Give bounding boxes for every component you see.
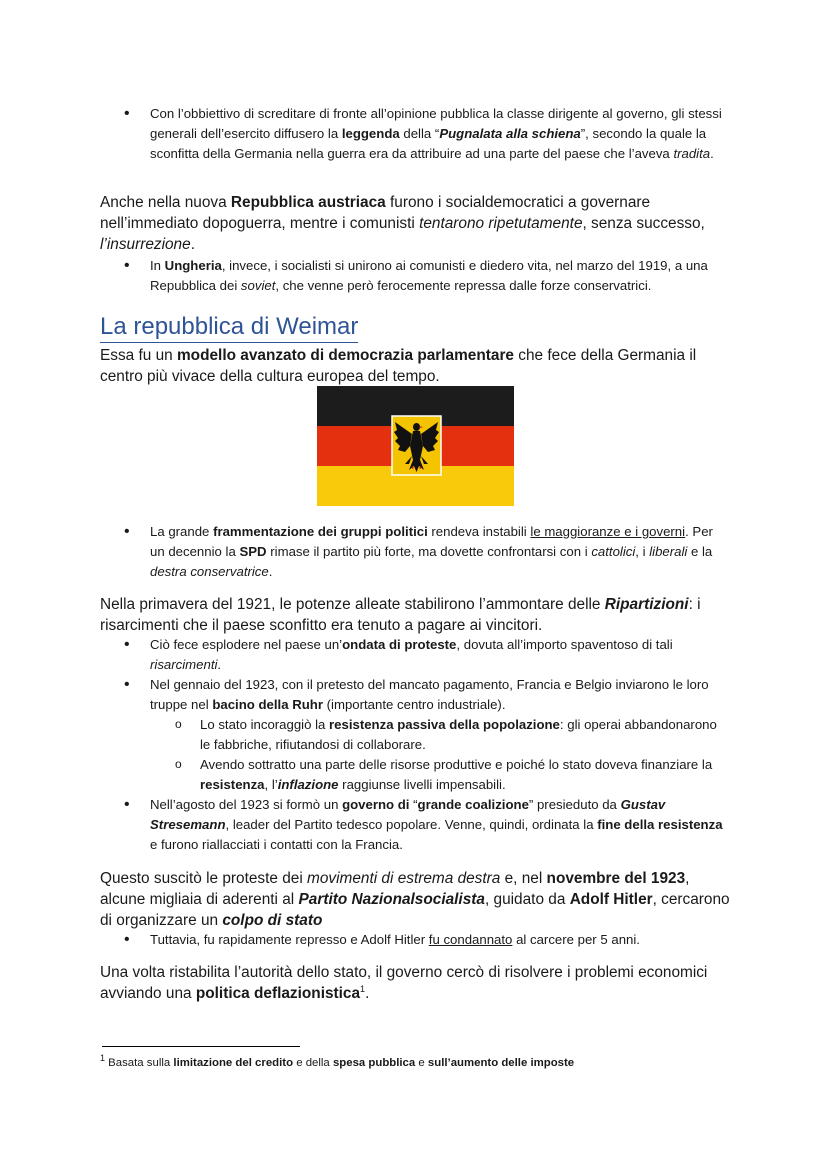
text: . — [710, 146, 714, 161]
section-heading: La repubblica di Weimar — [100, 312, 358, 343]
text: Essa fu un — [100, 347, 177, 364]
text: Nell’agosto del 1923 si formò un — [150, 797, 343, 812]
italic-text: tradita — [673, 146, 711, 161]
bold-text: Ungheria — [164, 258, 222, 273]
bold-text: spesa pubblica — [332, 1057, 416, 1069]
text: , senza successo, — [582, 215, 705, 232]
bold-italic-text: Pugnalata alla schiena — [439, 126, 581, 141]
bullet-ungheria — [100, 256, 730, 296]
bold-text: frammentazione dei gruppi politici — [213, 524, 428, 539]
bold-text: ondata di proteste — [342, 637, 457, 652]
italic-text: cattolici — [591, 544, 636, 559]
text: e la — [687, 544, 713, 559]
text: . — [268, 564, 273, 579]
bold-text: grande coalizione — [417, 797, 529, 812]
bold-text: bacino della Ruhr — [212, 697, 323, 712]
italic-text: movimenti di estrema destra — [307, 870, 501, 887]
text: (importante centro industriale). — [322, 697, 506, 712]
text: rimase il partito più forte, ma dovette confrontarsi con i — [266, 544, 592, 559]
bold-italic-text: colpo di stato — [222, 912, 323, 929]
text: ” presieduto da — [528, 797, 621, 812]
bold-text: resistenza passiva della popolazione — [329, 717, 560, 732]
bullet-proteste — [100, 635, 730, 675]
text: . — [217, 657, 222, 672]
bold-text: sull’aumento delle imposte — [427, 1057, 575, 1069]
italic-text: l’insurrezione — [100, 236, 191, 253]
text: Una volta ristabilita l’autorità dello stato, il governo cercò di risolvere i problemi economici avviando una — [100, 964, 708, 1002]
bold-text: limitazione del credito — [173, 1057, 294, 1069]
bold-text: Adolf Hitler — [569, 891, 653, 908]
text: . — [190, 236, 195, 253]
text: che fece della Germania il centro più vivace della cultura europea del tempo. — [100, 347, 697, 385]
bold-text: Repubblica austriaca — [230, 194, 386, 211]
text: e — [415, 1057, 428, 1069]
text: , alcune migliaia di aderenti al — [100, 870, 690, 908]
text: Avendo sottratto una parte delle risorse produttive e poiché lo stato doveva finanziare la — [200, 757, 713, 772]
bold-italic-text: Partito Nazionalsocialista — [298, 891, 485, 908]
text: La grande — [150, 524, 214, 539]
bullet-frammentazione — [100, 522, 730, 582]
bold-text: leggenda — [341, 126, 400, 141]
footnote-marker[interactable]: 1 — [360, 983, 366, 994]
text: , invece, i socialisti si unirono ai comunisti e diedero vita, nel marzo del 1919, a una Repubblica dei — [150, 258, 708, 293]
text: Basata sulla — [105, 1057, 174, 1069]
underlined-text: le maggioranze e i governi — [530, 524, 686, 539]
bold-text: fine della resistenza — [597, 817, 723, 832]
text: Nella primavera del 1921, le potenze alleate stabilirono l’ammontare delle — [100, 596, 605, 613]
text: . Per un decennio la — [150, 524, 713, 559]
bold-text: resistenza — [200, 777, 265, 792]
text: : gli operai abbandonarono le fabbriche, rifiutandosi di collaborare. — [200, 717, 717, 752]
text: al carcere per 5 anni. — [512, 932, 640, 947]
bold-text: modello avanzato di democrazia parlamentare — [177, 347, 514, 364]
bullet-stresemann — [100, 795, 730, 855]
footnote-separator — [102, 1046, 300, 1047]
italic-text: soviet — [240, 278, 276, 293]
bold-text: politica deflazionistica — [195, 985, 361, 1002]
text: . — [365, 985, 370, 1002]
sub-bullet-inflazione — [100, 755, 730, 795]
paragraph-ripartizioni — [100, 594, 730, 636]
text: Lo stato incoraggiò la — [200, 717, 330, 732]
italic-text: liberali — [649, 544, 688, 559]
italic-text: tentarono ripetutamente — [419, 215, 583, 232]
text: Ciò fece esplodere nel paese un’ — [150, 637, 343, 652]
text: Questo suscitò le proteste dei — [100, 870, 308, 887]
underlined-text: fu condannato — [428, 932, 513, 947]
bullet-list-4 — [100, 635, 730, 855]
bold-italic-text: Ripartizioni — [604, 596, 689, 613]
text: e, nel — [500, 870, 547, 887]
paragraph-austria — [100, 192, 730, 255]
bullet-list-3 — [100, 522, 730, 582]
text: , i — [635, 544, 650, 559]
text: furono i socialdemocratici a governare nell’immediato dopoguerra, mentre i comunisti — [100, 194, 651, 232]
text: della “ — [399, 126, 440, 141]
text: , che venne però ferocemente repressa dalle forze conservatrici. — [275, 278, 652, 293]
bold-italic-text: inflazione — [277, 777, 339, 792]
text: rendeva instabili — [427, 524, 531, 539]
text: In — [150, 258, 165, 273]
eagle-emblem-icon — [392, 416, 441, 475]
paragraph-deflazione — [100, 962, 730, 1004]
bullet-list-5 — [100, 930, 730, 950]
bullet-list-1 — [100, 104, 730, 164]
text: raggiunse livelli impensabili. — [338, 777, 506, 792]
bold-text: SPD — [239, 544, 267, 559]
bullet-condanna — [100, 930, 730, 950]
paragraph-putsch — [100, 868, 730, 931]
text: , leader del Partito tedesco popolare. Venne, quindi, ordinata la — [225, 817, 598, 832]
bold-italic-text: Gustav Stresemann — [150, 797, 666, 832]
text: , guidato da — [484, 891, 570, 908]
text: ”, secondo la quale la sconfitta della Germania nella guerra era da attribuire ad una parte del paese che l’aveva — [150, 126, 707, 161]
italic-text: destra conservatrice — [150, 564, 269, 579]
text: Anche nella nuova — [100, 194, 231, 211]
text: , cercarono di organizzare un — [100, 891, 730, 929]
sub-bullet-resistenza — [100, 715, 730, 755]
text: , dovuta all’importo spaventoso di tali — [456, 637, 673, 652]
text: e furono riallacciati i contatti con la Francia. — [150, 837, 403, 852]
text: Tuttavia, fu rapidamente represso e Adolf Hitler — [150, 932, 429, 947]
text: e della — [293, 1057, 333, 1069]
paragraph-weimar-intro — [100, 345, 730, 387]
text: , l’ — [264, 777, 278, 792]
bold-text: governo di — [342, 797, 410, 812]
text: Con l’obbiettivo di screditare di fronte all’opinione pubblica la classe dirigente al governo, gli stessi generali dell’esercito diffusero la — [150, 106, 722, 141]
bold-text: novembre del 1923 — [546, 870, 686, 887]
text: : i risarcimenti che il paese sconfitto era tenuto a pagare ai vincitori. — [100, 596, 701, 634]
bullet-list-2 — [100, 256, 730, 296]
text: “ — [409, 797, 418, 812]
footnote-number: 1 — [100, 1053, 106, 1064]
bullet-ruhr — [100, 675, 730, 715]
weimar-flag-image — [317, 386, 514, 506]
bullet-pugnalata — [100, 104, 730, 164]
text: Nel gennaio del 1923, con il pretesto del mancato pagamento, Francia e Belgio inviarono le loro truppe nel — [150, 677, 709, 712]
italic-text: risarcimenti — [150, 657, 218, 672]
footnote — [100, 1055, 740, 1071]
